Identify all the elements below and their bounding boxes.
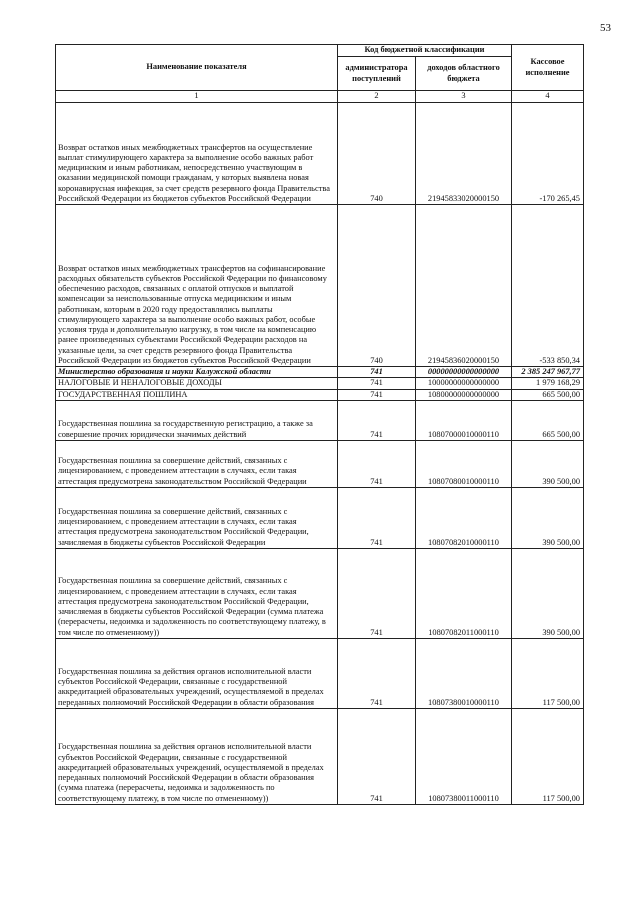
row-admin: 740 [338, 103, 416, 205]
row-amount: 117 500,00 [512, 638, 584, 708]
row-name: Возврат остатков иных межбюджетных трансфертов на осуществление выплат стимулирующего характера за выполнение особо важных работ медицинским и иным работникам, непосредственно участвующим в оказании медицинской помощи гражданам, у которых выявлена новая коронавирусная инфекция, за счет средств резервного фонда Правительства Российской Федерации из бюджетов субъектов Российской Федерации [56, 103, 338, 205]
table-row [56, 708, 584, 804]
table-row [56, 367, 584, 378]
row-name: Государственная пошлина за совершение действий, связанных с лицензированием, с проведением аттестации в случаях, если такая аттестация предусмотрена законодательством Российской Федерации [56, 440, 338, 487]
table-row [56, 638, 584, 708]
row-admin: 741 [338, 638, 416, 708]
header-name: Наименование показателя [56, 45, 338, 91]
row-admin: 741 [338, 367, 416, 378]
row-admin: 741 [338, 440, 416, 487]
header-code-group: Код бюджетной классификации [338, 45, 512, 57]
table-row [56, 389, 584, 400]
row-name: Государственная пошлина за действия органов исполнительной власти субъектов Российской Федерации, связанные с государственной аккредитацией образовательных учреждений, осуществляемой в пределах переданных полномочий Российской Федерации в области образования (сумма платежа (перерасчеты, недоимка и задолженность по соответствующему платежу, в том числе по отмененному)) [56, 708, 338, 804]
row-amount: 1 979 168,29 [512, 378, 584, 389]
row-amount: 390 500,00 [512, 440, 584, 487]
row-amount: -170 265,45 [512, 103, 584, 205]
row-name: Государственная пошлина за совершение действий, связанных с лицензированием, с проведением аттестации в случаях, если такая аттестация предусмотрена законодательством Российской Федерации, зачисляемая в бюджеты субъектов Российской Федерации (сумма платежа (перерасчеты, недоимка и задолженность по соответствующему платежу, в том числе по отмененному)) [56, 548, 338, 638]
row-admin: 741 [338, 400, 416, 440]
row-amount: -533 850,34 [512, 205, 584, 367]
table-row [56, 487, 584, 548]
row-admin: 740 [338, 205, 416, 367]
header-execution: Кассовое исполнение [512, 45, 584, 91]
row-amount: 665 500,00 [512, 400, 584, 440]
table-row [56, 205, 584, 367]
row-code: 10807380010000110 [416, 638, 512, 708]
column-number: 4 [512, 91, 584, 103]
column-number: 3 [416, 91, 512, 103]
row-name: ГОСУДАРСТВЕННАЯ ПОШЛИНА [56, 389, 338, 400]
budget-table [55, 44, 584, 805]
row-admin: 741 [338, 389, 416, 400]
header-admin: администратора поступлений [338, 57, 416, 91]
row-code: 10807082010000110 [416, 487, 512, 548]
row-amount: 117 500,00 [512, 708, 584, 804]
row-amount: 2 385 247 967,77 [512, 367, 584, 378]
header-income: доходов областного бюджета [416, 57, 512, 91]
row-amount: 390 500,00 [512, 487, 584, 548]
column-number: 2 [338, 91, 416, 103]
table-row [56, 400, 584, 440]
row-name: Государственная пошлина за государственную регистрацию, а также за совершение прочих юридически значимых действий [56, 400, 338, 440]
row-code: 10807080010000110 [416, 440, 512, 487]
table-row [56, 440, 584, 487]
row-code: 00000000000000000 [416, 367, 512, 378]
row-code: 21945836020000150 [416, 205, 512, 367]
table-row [56, 103, 584, 205]
row-admin: 741 [338, 708, 416, 804]
column-number: 1 [56, 91, 338, 103]
row-admin: 741 [338, 487, 416, 548]
row-code: 10807082011000110 [416, 548, 512, 638]
table-row [56, 378, 584, 389]
row-code: 10807380011000110 [416, 708, 512, 804]
row-name: Государственная пошлина за действия органов исполнительной власти субъектов Российской Федерации, связанные с государственной аккредитацией образовательных учреждений, осуществляемой в пределах переданных полномочий Российской Федерации в области образования [56, 638, 338, 708]
row-code: 10800000000000000 [416, 389, 512, 400]
row-name: Государственная пошлина за совершение действий, связанных с лицензированием, с проведением аттестации в случаях, если такая аттестация предусмотрена законодательством Российской Федерации, зачисляемая в бюджеты субъектов Российской Федерации [56, 487, 338, 548]
row-admin: 741 [338, 548, 416, 638]
row-code: 10000000000000000 [416, 378, 512, 389]
row-name: Министерство образования и науки Калужской области [56, 367, 338, 378]
row-admin: 741 [338, 378, 416, 389]
row-amount: 390 500,00 [512, 548, 584, 638]
table-row [56, 548, 584, 638]
row-amount: 665 500,00 [512, 389, 584, 400]
row-name: Возврат остатков иных межбюджетных трансфертов на софинансирование расходных обязательств субъектов Российской Федерации по финансовому обеспечению расходов, связанных с оплатой отпусков и выплатой компенсации за неиспользованные отпуска медицинским и иным работникам, которым в 2020 году предоставлялись выплаты стимулирующего характера за выполнение особо важных работ, особые условия труда и дополнительную нагрузку, в том числе на компенсацию ранее произведенных субъектами Российской Федерации расходов на указанные цели, за счет средств резервного фонда Правительства Российской Федерации из бюджетов субъектов Российской Федерации [56, 205, 338, 367]
page-number: 53 [600, 22, 611, 34]
row-code: 10807000010000110 [416, 400, 512, 440]
row-code: 21945833020000150 [416, 103, 512, 205]
row-name: НАЛОГОВЫЕ И НЕНАЛОГОВЫЕ ДОХОДЫ [56, 378, 338, 389]
